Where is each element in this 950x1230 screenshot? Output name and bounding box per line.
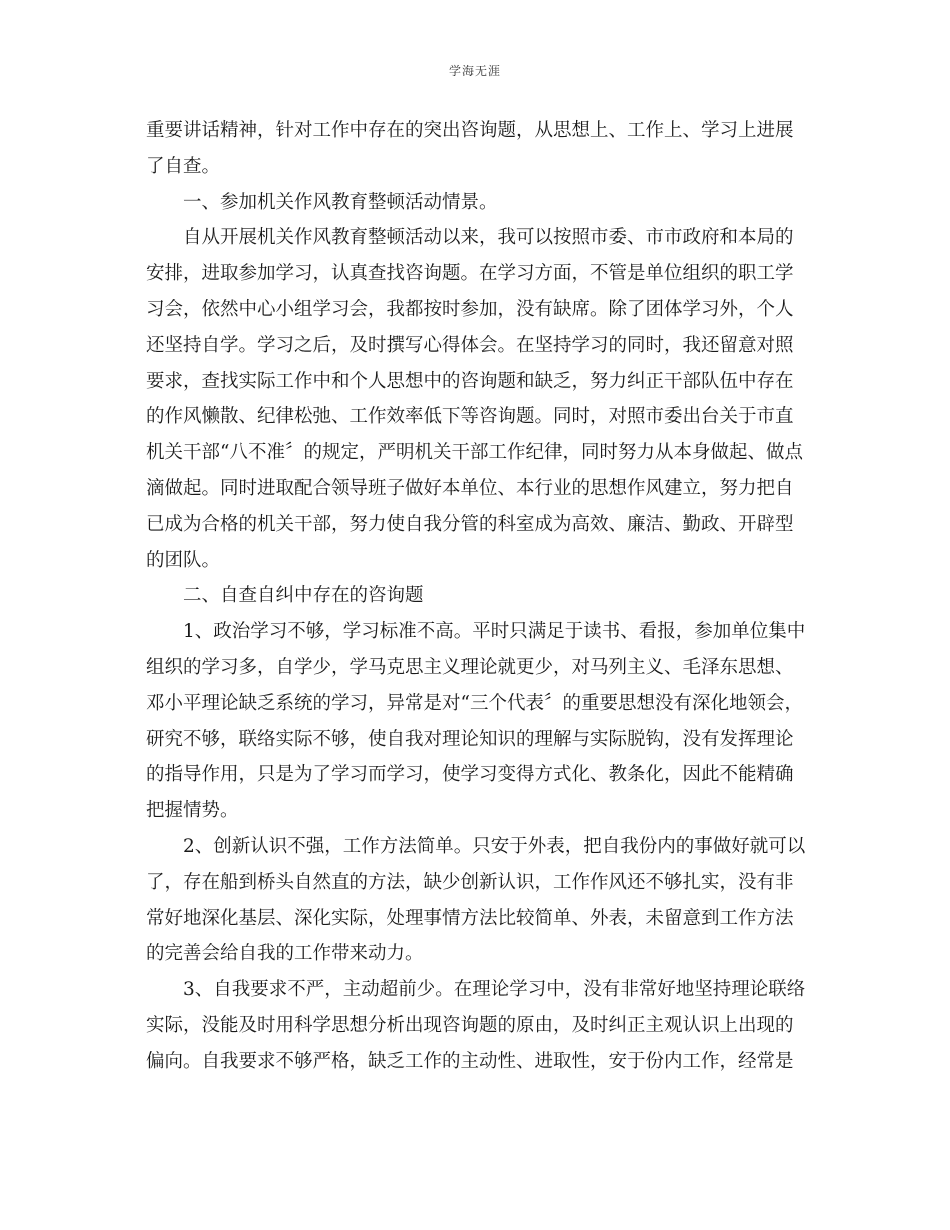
text-line: 把握情势。 [146, 800, 239, 822]
text-line: 已成为合格的机关干部，努力使自我分管的科室成为高效、廉洁、勤政、开辟型 [146, 513, 794, 535]
text-line: 机关干部“八不准〞的规定，严明机关干部工作纪律，同时努力从本身做起、做点 [146, 442, 803, 464]
text-line: 研究不够，联络实际不够，使自我对理论知识的理解与实际脱钩，没有发挥理论 [146, 728, 794, 750]
text-line: 要求，查找实际工作中和个人思想中的咨询题和缺乏，努力纠正干部队伍中存在 [146, 370, 794, 392]
text-line: 的作风懒散、纪律松弛、工作效率低下等咨询题。同时，对照市委出台关于市直 [146, 406, 794, 428]
text-line: 重要讲话精神，针对工作中存在的突出咨询题，从思想上、工作上、学习上进展 [146, 120, 794, 141]
text-line: 的指导作用，只是为了学习而学习，使学习变得方式化、教条化，因此不能精确 [146, 764, 794, 786]
text-line: 3、自我要求不严，主动超前少。在理论学习中，没有非常好地坚持理论联络 [183, 979, 806, 1001]
text-line: 常好地深化基层、深化实际，处理事情方法比较简单、外表，未留意到工作方法 [146, 907, 794, 929]
text-line: 的完善会给自我的工作带来动力。 [146, 943, 424, 965]
text-line: 滴做起。同时进取配合领导班子做好本单位、本行业的思想作风建立，努力把自 [146, 477, 794, 499]
text-line: 偏向。自我要求不够严格，缺乏工作的主动性、进取性，安于份内工作，经常是 [146, 1050, 794, 1072]
text-line: 组织的学习多，自学少，学马克思主义理论就更少，对马列主义、毛泽东思想、 [146, 656, 794, 678]
text-line: 实际，没能及时用科学思想分析出现咨询题的原由，及时纠正主观认识上出现的 [146, 1014, 794, 1036]
text-line: 的团队。 [146, 549, 221, 571]
text-line: 自从开展机关作风教育整顿活动以来，我可以按照市委、市市政府和本局的 [183, 227, 794, 249]
text-line: 2、创新认识不强，工作方法简单。只安于外表，把自我份内的事做好就可以 [183, 835, 806, 857]
document-body [146, 113, 816, 1080]
text-line: 1、政治学习不够，学习标准不高。平时只满足于读书、看报，参加单位集中 [183, 621, 806, 643]
text-line: 了自查。 [146, 155, 221, 177]
text-line: 习会，依然中心小组学习会，我都按时参加，没有缺席。除了团体学习外，个人 [146, 298, 794, 320]
text-line: 邓小平理论缺乏系统的学习，异常是对“三个代表〞的重要思想没有深化地领会， [146, 692, 803, 714]
page-header: 学海无涯 [448, 64, 501, 78]
text-line: 了，存在船到桥头自然直的方法，缺少创新认识，工作作风还不够扎实，没有非 [146, 871, 794, 893]
text-line: 安排，进取参加学习，认真查找咨询题。在学习方面，不管是单位组织的职工学 [146, 263, 794, 285]
text-line: 一、参加机关作风教育整顿活动情景。 [183, 191, 498, 213]
text-line: 二、自查自纠中存在的咨询题 [183, 585, 424, 607]
text-line: 还坚持自学。学习之后，及时撰写心得体会。在坚持学习的同时，我还留意对照 [146, 334, 794, 356]
